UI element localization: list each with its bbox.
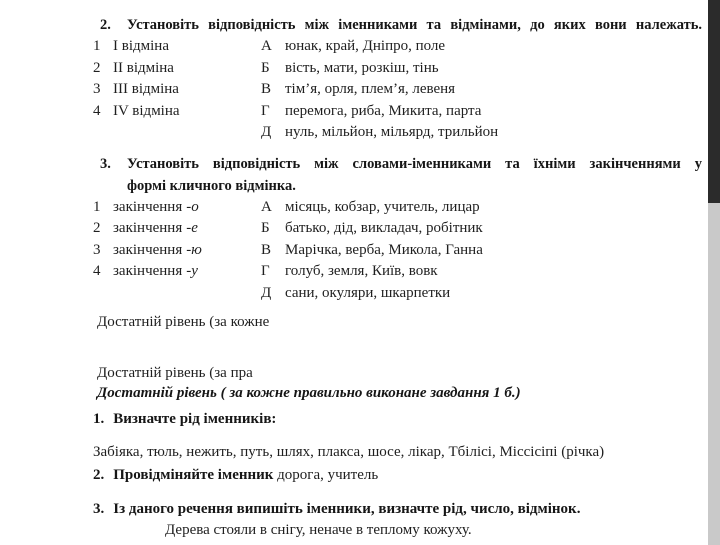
- task2-row: [0, 58, 708, 80]
- row-words: тім’я, орля, плем’я, левеня: [285, 81, 456, 97]
- row-label: [113, 122, 261, 144]
- scanner-edge-band-light: [708, 203, 720, 545]
- row-number: 1: [93, 198, 101, 215]
- exercise-1-word-list: Забіяка, тюль, нежить, путь, шлях, плакса, шосе, лікар, Тбілісі, Міссісіпі (річка): [93, 444, 605, 460]
- task3-title-line1: Установіть відповідність між словами-іменниками та їхніми закінченнями у: [127, 155, 702, 172]
- row-label: [113, 283, 261, 305]
- exercise-2-text-regular: дорога, учитель: [273, 467, 379, 483]
- ending-label: -у: [186, 263, 198, 279]
- row-label: II відміна: [113, 59, 174, 76]
- row-words: Марічка, верба, Микола, Ганна: [285, 241, 483, 258]
- ending-label: -о: [186, 198, 199, 215]
- task3-row: [0, 261, 708, 283]
- task2-row: [0, 79, 708, 101]
- row-words: перемога, риба, Микита, парта: [285, 102, 482, 119]
- row-label: закінчення -о: [113, 198, 199, 215]
- row-label: III відміна: [113, 81, 179, 97]
- ending-label: -ю: [186, 241, 202, 258]
- task2-row: [0, 101, 708, 123]
- task2-row: [0, 122, 708, 144]
- row-label: закінчення -ю: [113, 241, 202, 258]
- exercise-1: [0, 409, 708, 430]
- worksheet-page: [0, 14, 708, 541]
- task3-row: [0, 283, 708, 305]
- row-number: 3: [93, 241, 101, 258]
- ending-label: -е: [186, 220, 198, 236]
- exercise-2: [0, 465, 708, 486]
- row-number: 4: [93, 263, 101, 279]
- task2-header: [0, 14, 708, 36]
- exercise-3-text: Із даного речення випишіть іменники, визначте рід, число, відмінок.: [113, 501, 581, 517]
- row-letter: Д: [261, 124, 272, 140]
- row-words: батько, дід, викладач, робітник: [285, 220, 483, 236]
- row-number: 2: [93, 220, 101, 236]
- task3-header: [0, 153, 708, 197]
- row-number: [93, 283, 113, 305]
- row-letter: Б: [261, 59, 270, 76]
- row-label: I відміна: [113, 38, 169, 54]
- row-number: 2: [93, 59, 101, 76]
- task2-number: 2.: [100, 17, 111, 33]
- row-number: [93, 122, 113, 144]
- task3-number: 3.: [100, 155, 111, 172]
- exercise-3-sentence: Дерева стояли в снігу, неначе в теплому кожуху.: [165, 522, 472, 538]
- level-line-full: Достатній рівень ( за кожне правильно виконане завдання 1 б.): [97, 385, 521, 401]
- row-letter: В: [261, 241, 272, 258]
- row-number: 1: [93, 38, 101, 54]
- task3-title-line2: формі кличного відмінка.: [127, 177, 296, 194]
- exercise-3-number: 3.: [93, 501, 105, 517]
- row-label: закінчення -е: [113, 220, 198, 236]
- row-letter: Г: [261, 263, 270, 279]
- task2-title: Установіть відповідність між іменниками та відмінами, до яких вони належать.: [127, 17, 702, 33]
- row-letter: А: [261, 198, 272, 215]
- row-letter: Д: [261, 284, 272, 301]
- task3-title: [127, 153, 702, 197]
- row-words: вість, мати, розкіш, тінь: [285, 59, 439, 76]
- row-number: 3: [93, 81, 101, 97]
- row-letter: Б: [261, 220, 270, 236]
- level-line-truncated-1: Достатній рівень (за кожне: [97, 314, 270, 330]
- exercise-3: [0, 499, 708, 520]
- row-letter: Г: [261, 102, 270, 119]
- task3-block: [0, 153, 708, 305]
- row-words: місяць, кобзар, учитель, лицар: [285, 198, 480, 215]
- task2-row: [0, 36, 708, 58]
- task3-row: [0, 197, 708, 219]
- exercise-2-number: 2.: [93, 467, 105, 483]
- exercise-2-text-bold: Провідміняйте іменник: [113, 467, 274, 483]
- row-letter: А: [261, 38, 272, 54]
- row-label: IV відміна: [113, 102, 180, 119]
- row-number: 4: [93, 102, 101, 119]
- row-letter: В: [261, 81, 272, 97]
- row-label: закінчення -у: [113, 263, 198, 279]
- task3-row: [0, 240, 708, 262]
- row-words: сани, окуляри, шкарпетки: [285, 284, 451, 301]
- level-line-truncated-2: Достатній рівень (за пра: [97, 365, 253, 381]
- row-words: голуб, земля, Київ, вовк: [285, 263, 438, 279]
- row-words: нуль, мільйон, мільярд, трильйон: [285, 124, 499, 140]
- task3-row: [0, 218, 708, 240]
- row-words: юнак, край, Дніпро, поле: [285, 38, 446, 54]
- scanner-edge-band-dark: [708, 0, 720, 203]
- exercise-1-text: Визначте рід іменників:: [113, 411, 277, 427]
- exercise-1-number: 1.: [93, 411, 105, 427]
